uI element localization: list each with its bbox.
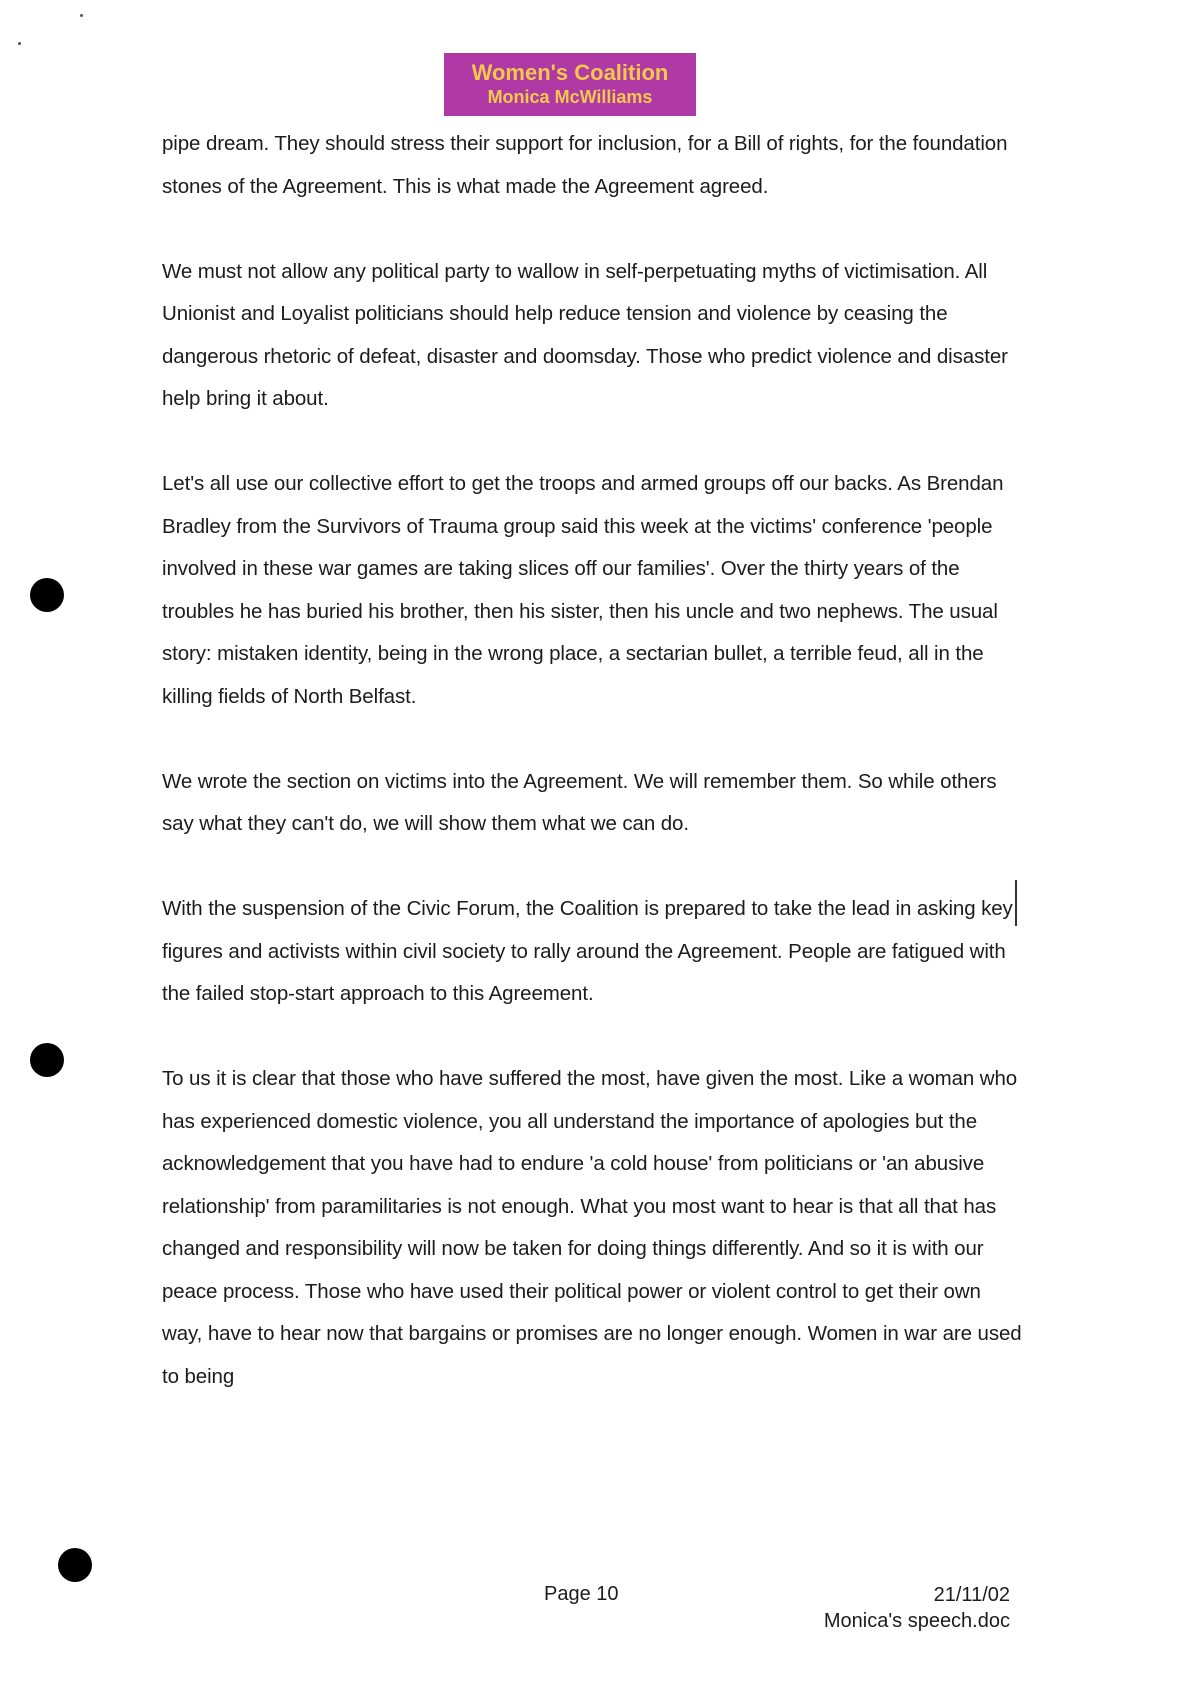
scan-speck — [80, 14, 83, 17]
margin-change-bar — [1015, 880, 1017, 926]
paragraph-2: We must not allow any political party to wallow in self-perpetuating myths of victimisation. All Unionist and Loyalist politicians should help reduce tension and violence by ceasing the dangerous rhetoric of defeat, disaster and doomsday. Those who predict violence and disaster help bring it about. — [162, 259, 1008, 410]
scan-speck — [18, 42, 21, 45]
punch-hole-top — [30, 578, 64, 612]
page-number: Page 10 — [544, 1583, 619, 1605]
document-body — [162, 123, 1022, 1398]
paragraph-6: To us it is clear that those who have suffered the most, have given the most. Like a woman who has experienced domestic violence, you all understand the importance of apologies but the acknowledgement that you have had to endure 'a cold house' from politicians or 'an abusive relationship' from paramilitaries is not enough. What you most want to hear is that all that has changed and responsibility will now be taken for doing things differently. And so it is with our peace process. Those who have used their political power or violent control to get their own way, have to hear now that bargains or promises are no longer enough. Women in war are used to being — [162, 1067, 1022, 1388]
punch-hole-middle — [30, 1043, 64, 1077]
paragraph-5: With the suspension of the Civic Forum, the Coalition is prepared to take the lead in asking key figures and activists within civil society to rally around the Agreement. People are fatigued with the failed stop-start approach to this Agreement. — [162, 897, 1013, 1005]
footer-filename: Monica's speech.doc — [823, 1610, 1010, 1632]
footer-info — [824, 1582, 1010, 1634]
paragraph-4: We wrote the section on victims into the Agreement. We will remember them. So while others say what they can't do, we will show them what we can do. — [162, 769, 997, 835]
paragraph-3: Let's all use our collective effort to get the troops and armed groups off our backs. As Brendan Bradley from the Survivors of Trauma group said this week at the victims' conference 'people involved in these war games are taking slices off our families'. Over the thirty years of the troubles he has buried his brother, then his sister, then his uncle and two nephews. The usual story: mistaken identity, being in the wrong place, a sectarian bullet, a terrible feud, all in the killing fields of North Belfast. — [162, 472, 1004, 708]
punch-hole-bottom — [58, 1548, 92, 1582]
paragraph-1: pipe dream. They should stress their support for inclusion, for a Bill of rights, for the foundation stones of the Agreement. This is what made the Agreement agreed. — [162, 132, 1008, 198]
footer-date: 21/11/02 — [933, 1584, 1010, 1606]
header-banner — [444, 53, 696, 116]
header-organisation: Women's Coalition — [471, 60, 669, 85]
header-author: Monica McWilliams — [487, 87, 653, 107]
